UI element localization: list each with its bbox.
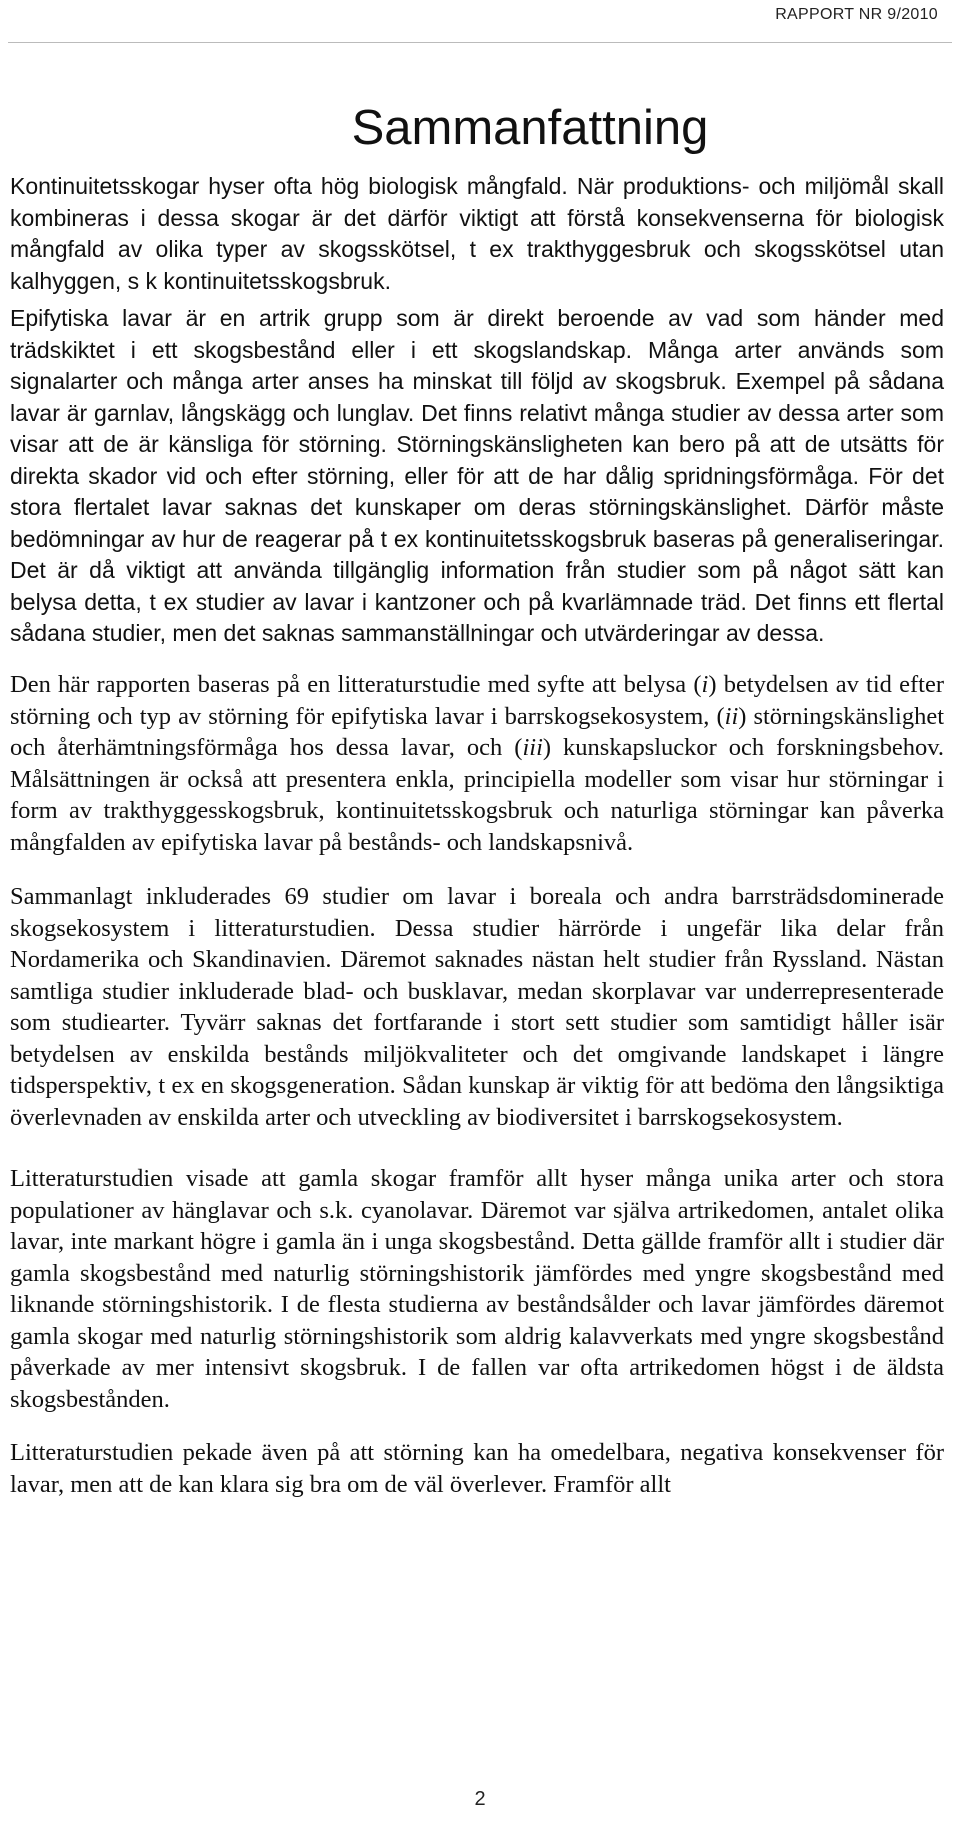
page-title: Sammanfattning <box>351 101 709 155</box>
paragraph-epifytiska: Epifytiska lavar är en artrik grupp som är direkt beroende av vad som händer med trädskiktet i ett skogsbestånd eller i ett skogslandskap. Många arter används som signalarter och många arter anses ha minskat till följd av skogsbruk. Exempel på sådana lavar är garnlav, långskägg och lunglav. Det finns relativt många studier av dessa arter som visar att de är känsliga för störning. Störningskänsligheten kan bero på att de utsätts för direkta skador vid och efter störning, eller för att de har dålig spridningsförmåga. För det stora flertalet lavar saknas det kunskaper om deras störningskänslighet. Därför måste bedömningar av hur de reagerar på t ex kontinuitetsskogsbruk baseras på generaliseringar. Det är då viktigt att använda tillgänglig information från studier som på något sätt kan belysa detta, t ex studier av lavar i kantzoner och på kvarlämnade träd. Det finns ett flertal sådana studier, men det saknas sammanställningar och utvärderingar av dessa. <box>10 305 944 646</box>
paragraph-rapport: Den här rapporten baseras på en litteraturstudie med syfte att belysa (i) betydelsen av tid efter störning och typ av störning för epifytiska lavar i barrskogsekosystem, (ii) störningskänslighet och återhämtningsförmåga hos dessa lavar, och (iii) kunskapsluckor och forskningsbehov. Målsättningen är också att presentera enkla, principiella modeller som visar hur störningar i form av trakthyggesskogsbruk, kontinuitetsskogsbruk och naturliga störningar kan påverka mångfalden av epifytiska lavar på bestånds- och landskapsnivå. <box>10 671 945 856</box>
paragraph-storning: Litteraturstudien pekade även på att störning kan ha omedelbara, negativa konsekvenser för lavar, men att de kan klara sig bra om de väl överlever. Framför allt <box>10 1439 944 1498</box>
roman-numeral: ii <box>724 702 739 730</box>
paragraph-intro: Kontinuitetsskogar hyser ofta hög biologisk mångfald. När produktions- och miljömål skall kombineras i dessa skogar är det därför viktigt att förstå konsekvenserna för biologisk mångfald av olika typer av skogsskötsel, t ex trakthyggesbruk och skogsskötsel utan kalhyggen, s k kontinuitetsskogsbruk. <box>10 173 944 294</box>
running-head: RAPPORT NR 9/2010 <box>775 6 938 23</box>
roman-numeral: iii <box>522 734 543 761</box>
page-number: 2 <box>474 1788 486 1810</box>
header-divider <box>8 42 952 43</box>
paragraph-sammanlagt: Sammanlagt inkluderades 69 studier om lavar i boreala och andra barrsträdsdominerade skogsekosystem i litteraturstudien. Dessa studier härrörde i ungefär lika delar från Nordamerika och Skandinavien. Däremot saknades nästan helt studier från Ryssland. Nästan samtliga studier inkluderade blad- och busklavar, medan skorplavar var underrepresenterade som studiearter. Tyvärr saknas det fortfarande i stort sett studier som samtidigt håller isär betydelsen av enskilda bestånds miljökvaliteter och det omgivande landskapet i längre tidsperspektiv, t ex en skogsgeneration. Sådan kunskap är viktig för att bedöma den långsiktiga överlevnaden av enskilda arter och utveckling av biodiversitet i barrskogsekosystem. <box>10 883 944 1131</box>
roman-numeral: i <box>701 671 709 698</box>
paragraph-resultat: Litteraturstudien visade att gamla skogar framför allt hyser många unika arter och stora populationer av hänglavar och s.k. cyanolavar. Däremot var själva artrikedomen, antalet olika lavar, inte markant högre i gamla än i unga skogsbestånd. Detta gällde framför allt i studier där gamla skogsbestånd med naturlig störningshistorik jämfördes med yngre skogsbestånd med liknande störningshistorik. I de flesta studierna av beståndsålder och lavar jämfördes däremot gamla skogar med naturlig störningshistorik som aldrig kalavverkats med yngre skogsbestånd påverkade av mer intensivt skogsbruk. I de fallen var ofta artrikedomen högst i de äldsta skogsbestånden. <box>10 1165 944 1413</box>
